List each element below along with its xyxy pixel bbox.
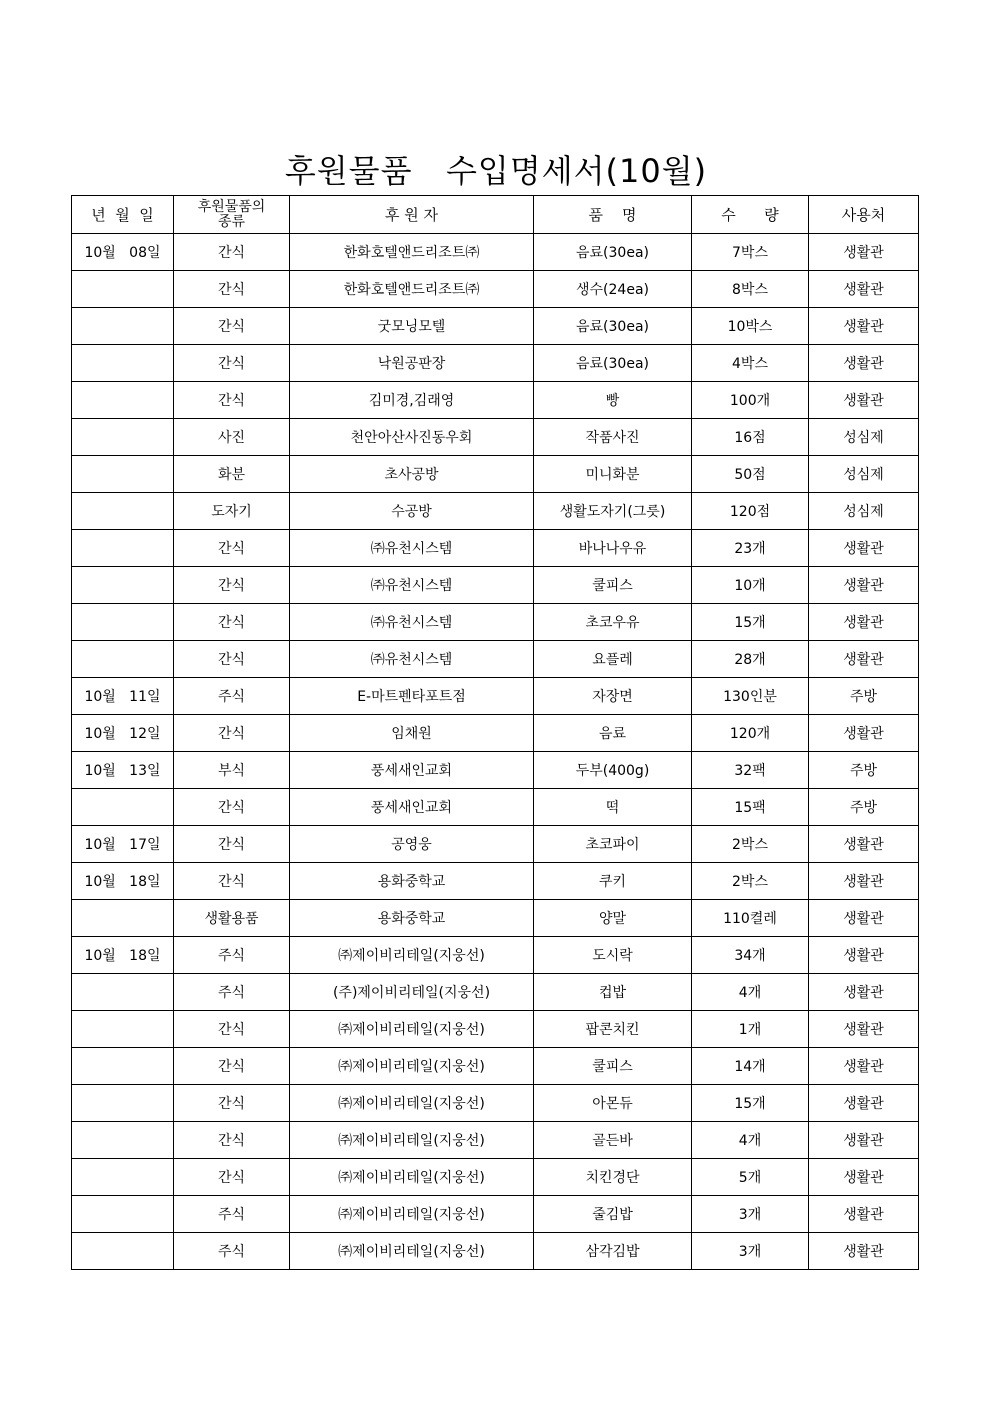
cell-item: 초코파이 [534,826,692,863]
cell-usage: 생활관 [809,641,919,678]
cell-type: 간식 [174,234,290,271]
header-type-line: 후원물품의 [197,198,266,215]
header-usage: 사용처 [809,196,919,234]
table-row [72,863,919,900]
cell-donor: ㈜제이비리테일(지웅선) [290,1122,534,1159]
cell-date: 10월 17일 [72,826,174,863]
cell-donor: 초사공방 [290,456,534,493]
cell-date: 10월 11일 [72,678,174,715]
cell-usage: 생활관 [809,863,919,900]
cell-date [72,1233,174,1270]
header-type [174,196,290,234]
cell-type: 간식 [174,604,290,641]
cell-usage: 생활관 [809,826,919,863]
cell-item: 두부(400g) [534,752,692,789]
table-row [72,1159,919,1196]
cell-quantity: 32팩 [692,752,809,789]
cell-usage: 생활관 [809,567,919,604]
cell-item: 쿨피스 [534,567,692,604]
cell-item: 미니화분 [534,456,692,493]
cell-donor: 낙원공판장 [290,345,534,382]
cell-item: 빵 [534,382,692,419]
header-type-line: 종류 [217,213,246,230]
table-row [72,678,919,715]
cell-item: 삼각김밥 [534,1233,692,1270]
cell-usage: 생활관 [809,974,919,1011]
cell-item: 음료(30ea) [534,345,692,382]
cell-item: 쿨피스 [534,1048,692,1085]
cell-quantity: 130인분 [692,678,809,715]
cell-usage: 생활관 [809,308,919,345]
cell-usage: 주방 [809,752,919,789]
cell-item: 쿠키 [534,863,692,900]
cell-quantity: 1개 [692,1011,809,1048]
cell-donor: ㈜유천시스템 [290,530,534,567]
donation-table [71,195,919,1270]
cell-date [72,419,174,456]
cell-quantity: 15개 [692,1085,809,1122]
cell-quantity: 110켤레 [692,900,809,937]
cell-usage: 생활관 [809,382,919,419]
page-title: 후원물품 수입명세서(10월) [284,152,708,190]
table-row [72,789,919,826]
cell-item: 자장면 [534,678,692,715]
cell-date: 10월 12일 [72,715,174,752]
table-row [72,382,919,419]
cell-date [72,1085,174,1122]
cell-quantity: 7박스 [692,234,809,271]
cell-donor: 천안아산사진동우회 [290,419,534,456]
cell-quantity: 5개 [692,1159,809,1196]
cell-quantity: 3개 [692,1233,809,1270]
cell-quantity: 100개 [692,382,809,419]
cell-type: 간식 [174,641,290,678]
cell-type: 간식 [174,715,290,752]
cell-quantity: 16점 [692,419,809,456]
cell-type: 간식 [174,1011,290,1048]
cell-type: 사진 [174,419,290,456]
table-body [72,234,919,1270]
cell-item: 음료 [534,715,692,752]
cell-quantity: 120점 [692,493,809,530]
cell-quantity: 120개 [692,715,809,752]
cell-donor: ㈜제이비리테일(지웅선) [290,1233,534,1270]
cell-quantity: 4개 [692,1122,809,1159]
cell-type: 간식 [174,826,290,863]
cell-type: 간식 [174,567,290,604]
cell-usage: 생활관 [809,900,919,937]
cell-usage: 생활관 [809,1159,919,1196]
cell-item: 골든바 [534,1122,692,1159]
cell-donor: ㈜제이비리테일(지웅선) [290,1048,534,1085]
cell-quantity: 34개 [692,937,809,974]
cell-type: 간식 [174,789,290,826]
cell-type: 간식 [174,308,290,345]
cell-donor: 김미경,김래영 [290,382,534,419]
cell-usage: 성심제 [809,493,919,530]
cell-quantity: 4개 [692,974,809,1011]
cell-date [72,1196,174,1233]
header-donor: 후 원 자 [290,196,534,234]
table-row [72,493,919,530]
cell-item: 생활도자기(그릇) [534,493,692,530]
cell-date [72,530,174,567]
cell-type: 부식 [174,752,290,789]
cell-type: 화분 [174,456,290,493]
cell-usage: 생활관 [809,1233,919,1270]
cell-type: 도자기 [174,493,290,530]
cell-date: 10월 18일 [72,937,174,974]
table-row [72,900,919,937]
cell-usage: 성심제 [809,456,919,493]
cell-type: 간식 [174,382,290,419]
cell-type: 간식 [174,1122,290,1159]
cell-item: 치킨경단 [534,1159,692,1196]
cell-usage: 생활관 [809,345,919,382]
cell-type: 주식 [174,1196,290,1233]
cell-item: 요플레 [534,641,692,678]
cell-item: 양말 [534,900,692,937]
header-item: 품 명 [534,196,692,234]
table-row [72,752,919,789]
table-row [72,1233,919,1270]
cell-item: 생수(24ea) [534,271,692,308]
table-row [72,937,919,974]
table-row [72,308,919,345]
table-row [72,826,919,863]
cell-date [72,493,174,530]
cell-donor: 용화중학교 [290,863,534,900]
table-row [72,715,919,752]
cell-type: 주식 [174,1233,290,1270]
cell-type: 주식 [174,678,290,715]
cell-type: 간식 [174,1085,290,1122]
cell-quantity: 28개 [692,641,809,678]
cell-donor: ㈜제이비리테일(지웅선) [290,1159,534,1196]
cell-date [72,900,174,937]
cell-item: 떡 [534,789,692,826]
cell-quantity: 8박스 [692,271,809,308]
cell-donor: 한화호텔앤드리조트㈜ [290,234,534,271]
cell-date [72,1159,174,1196]
cell-usage: 생활관 [809,271,919,308]
table-row [72,1048,919,1085]
cell-item: 컵밥 [534,974,692,1011]
cell-usage: 생활관 [809,604,919,641]
cell-date: 10월 08일 [72,234,174,271]
cell-usage: 주방 [809,789,919,826]
table-row [72,456,919,493]
table-row [72,1085,919,1122]
cell-donor: ㈜제이비리테일(지웅선) [290,1011,534,1048]
cell-usage: 생활관 [809,715,919,752]
cell-quantity: 4박스 [692,345,809,382]
cell-item: 음료(30ea) [534,234,692,271]
table-row [72,345,919,382]
cell-quantity: 3개 [692,1196,809,1233]
cell-donor: ㈜제이비리테일(지웅선) [290,937,534,974]
cell-date [72,604,174,641]
cell-usage: 생활관 [809,1085,919,1122]
header-row [72,196,919,234]
cell-donor: E-마트펜타포트점 [290,678,534,715]
cell-type: 간식 [174,1048,290,1085]
cell-item: 바나나우유 [534,530,692,567]
cell-quantity: 2박스 [692,826,809,863]
cell-donor: 공영웅 [290,826,534,863]
table-row [72,1196,919,1233]
cell-item: 초코우유 [534,604,692,641]
cell-date [72,456,174,493]
cell-item: 도시락 [534,937,692,974]
cell-type: 간식 [174,271,290,308]
cell-quantity: 50점 [692,456,809,493]
cell-date [72,271,174,308]
cell-quantity: 10개 [692,567,809,604]
cell-date [72,789,174,826]
cell-usage: 주방 [809,678,919,715]
cell-type: 주식 [174,974,290,1011]
cell-date [72,567,174,604]
cell-donor: 용화중학교 [290,900,534,937]
table-row [72,641,919,678]
cell-quantity: 15팩 [692,789,809,826]
cell-usage: 생활관 [809,1122,919,1159]
table-row [72,604,919,641]
cell-date [72,308,174,345]
cell-donor: 임채원 [290,715,534,752]
cell-type: 간식 [174,863,290,900]
cell-date [72,974,174,1011]
cell-date [72,641,174,678]
table-row [72,234,919,271]
cell-usage: 성심제 [809,419,919,456]
cell-date: 10월 18일 [72,863,174,900]
cell-item: 음료(30ea) [534,308,692,345]
cell-type: 간식 [174,1159,290,1196]
cell-quantity: 15개 [692,604,809,641]
cell-type: 생활용품 [174,900,290,937]
cell-donor: 풍세새인교회 [290,752,534,789]
cell-date: 10월 13일 [72,752,174,789]
table-row [72,1122,919,1159]
cell-item: 줄김밥 [534,1196,692,1233]
cell-usage: 생활관 [809,1048,919,1085]
table-row [72,271,919,308]
cell-usage: 생활관 [809,1011,919,1048]
cell-usage: 생활관 [809,1196,919,1233]
table-row [72,974,919,1011]
cell-usage: 생활관 [809,937,919,974]
cell-usage: 생활관 [809,234,919,271]
cell-donor: ㈜제이비리테일(지웅선) [290,1196,534,1233]
cell-donor: ㈜제이비리테일(지웅선) [290,1085,534,1122]
cell-donor: ㈜유천시스템 [290,641,534,678]
table-row [72,567,919,604]
table-row [72,419,919,456]
cell-usage: 생활관 [809,530,919,567]
cell-date [72,345,174,382]
cell-quantity: 2박스 [692,863,809,900]
cell-donor: 수공방 [290,493,534,530]
cell-type: 간식 [174,530,290,567]
cell-donor: ㈜유천시스템 [290,604,534,641]
cell-donor: (주)제이비리테일(지웅선) [290,974,534,1011]
cell-donor: ㈜유천시스템 [290,567,534,604]
cell-item: 팝콘치킨 [534,1011,692,1048]
cell-donor: 풍세새인교회 [290,789,534,826]
cell-donor: 굿모닝모텔 [290,308,534,345]
cell-date [72,1048,174,1085]
cell-item: 작품사진 [534,419,692,456]
cell-quantity: 10박스 [692,308,809,345]
cell-date [72,1011,174,1048]
header-quantity: 수 량 [692,196,809,234]
cell-type: 간식 [174,345,290,382]
cell-quantity: 14개 [692,1048,809,1085]
cell-type: 주식 [174,937,290,974]
table-row [72,530,919,567]
cell-date [72,382,174,419]
table-row [72,1011,919,1048]
header-date: 년 월 일 [72,196,174,234]
cell-item: 아몬듀 [534,1085,692,1122]
cell-donor: 한화호텔앤드리조트㈜ [290,271,534,308]
cell-quantity: 23개 [692,530,809,567]
cell-date [72,1122,174,1159]
